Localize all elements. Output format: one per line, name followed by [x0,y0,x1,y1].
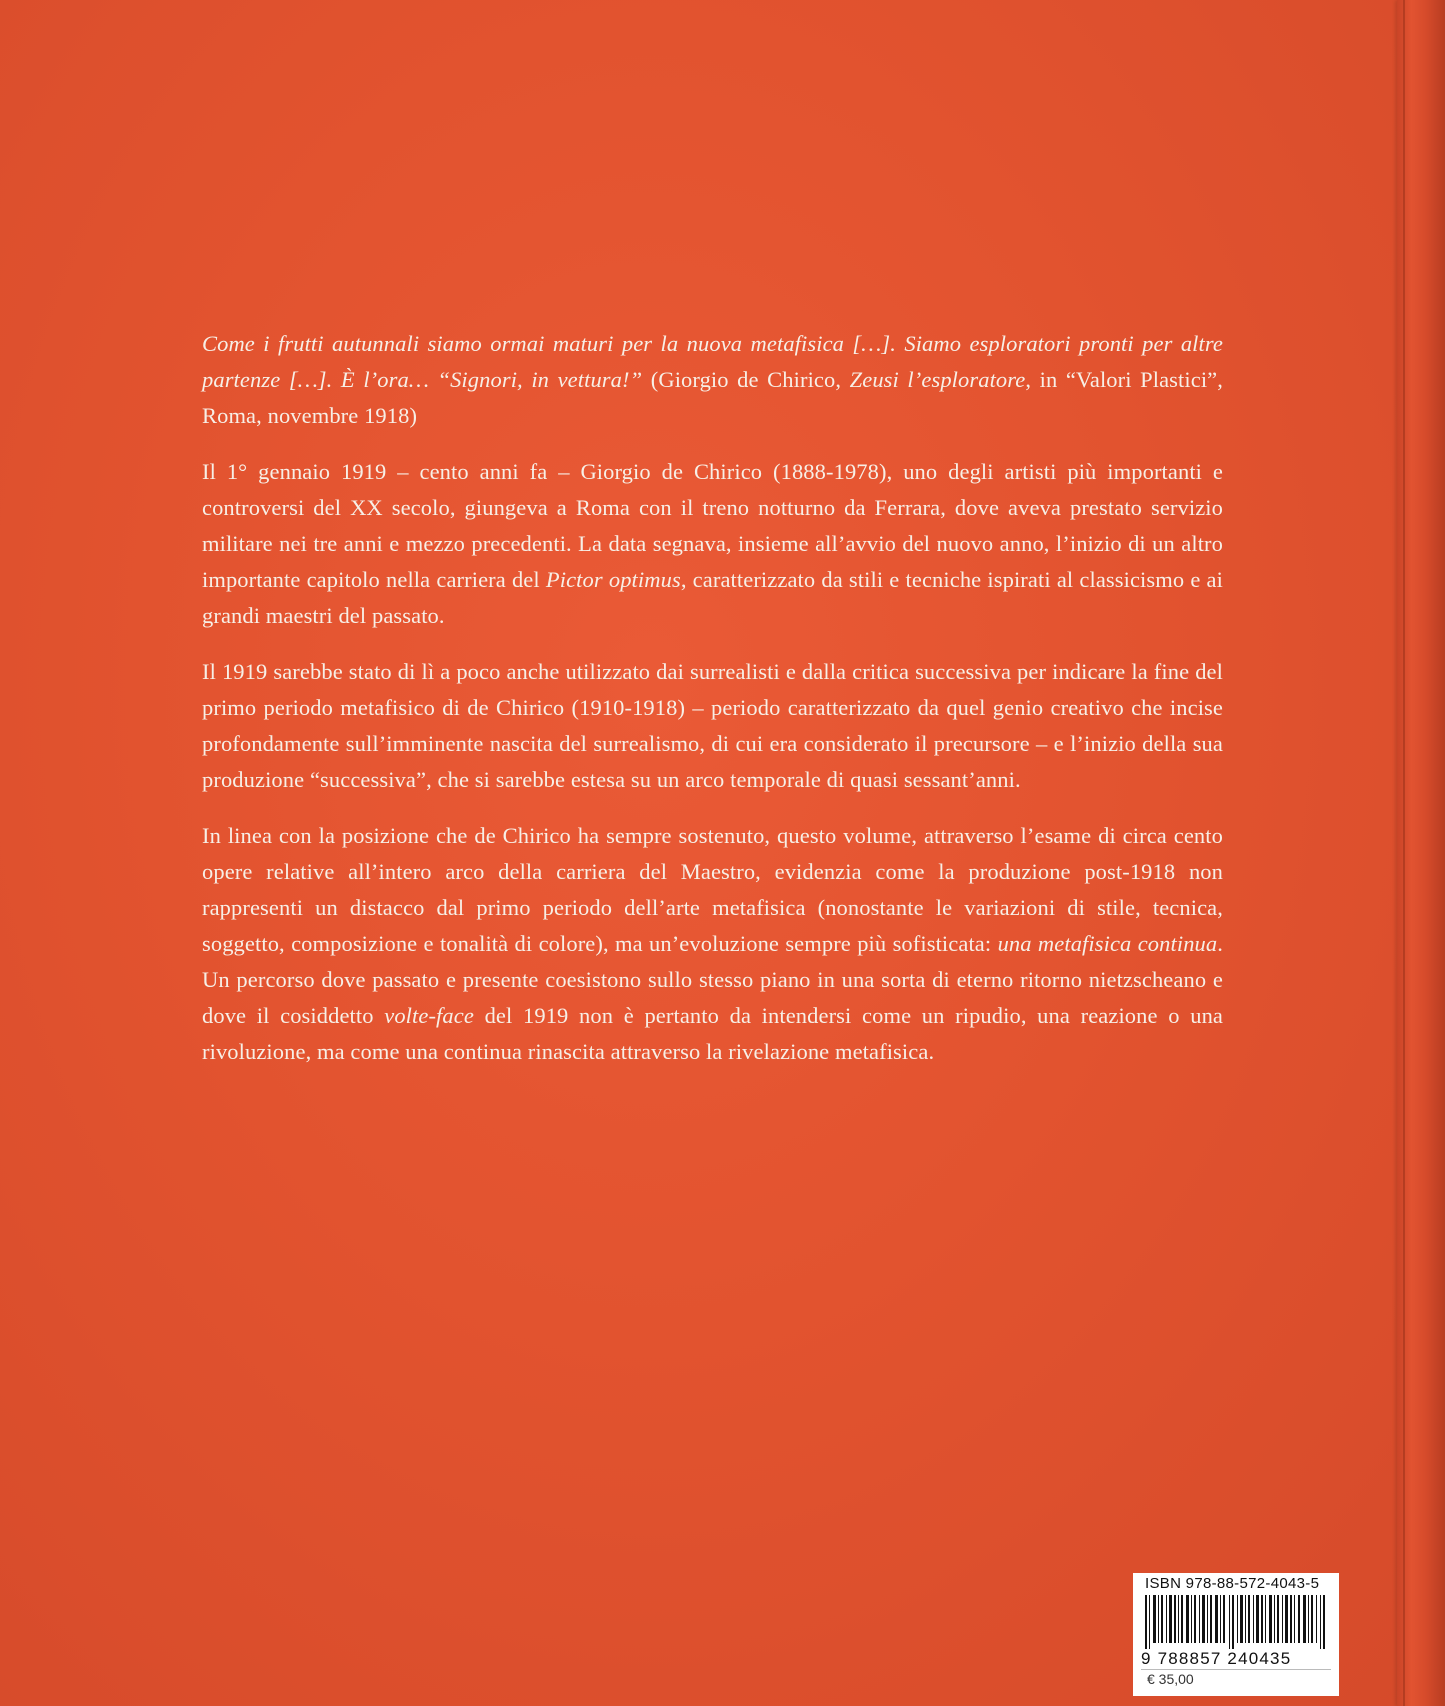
epigraph-work-title: Zeusi l’esploratore [849,367,1026,392]
volte-face-italic: volte-face [384,1003,474,1028]
metafisica-continua-italic: una metafisica continua [997,931,1218,956]
isbn-barcode-label [1133,1573,1339,1696]
epigraph-paragraph [202,326,1223,434]
price-divider [1141,1669,1331,1670]
epigraph-source: , in “Valori Plastici”, Roma, novembre 1918) [202,367,1223,428]
body-paragraph-2: Il 1919 sarebbe stato di lì a poco anche utilizzato dai surrealisti e dalla critica successiva per indicare la fine del primo periodo metafisico di de Chirico (1910-1918) – periodo caratterizzato da quel genio creativo che incise profondamente sull’imminente nascita del surrealismo, di cui era considerato il precursore – e l’inizio della sua produzione “successiva”, che si sarebbe estesa su un arco temporale di quasi sessant’anni. [202,659,1223,792]
spine-hinge-line [1403,0,1405,1706]
paragraph-3-text-a: In linea con la posizione che de Chirico ha sempre sostenuto, questo volume, attraverso l’esame di circa cento opere relative all’intero arco della carriera del Maestro, evidenzia come la produzione post-1918 non rappresenti un distacco dal primo periodo dell’arte metafisica (nonostante le variazioni di stile, tecnica, soggetto, composizione e tonalità di colore), ma un’evoluzione sempre più sofisticata: [202,823,1223,956]
pictor-optimus-italic: Pictor optimus [545,567,681,592]
blurb-text [202,326,1223,1090]
barcode-icon [1141,1595,1331,1649]
body-paragraph-1 [202,454,1223,634]
paragraph-1-text-a: Il 1° gennaio 1919 – cento anni fa – Giorgio de Chirico (1888-1978), uno degli artisti più importanti e controversi del XX secolo, giungeva a Roma con il treno notturno da Ferrara, dove aveva prestato servizio militare nei tre anni e mezzo precedenti. La data segnava, insieme all’avvio del nuovo anno, l’inizio di un altro importante capitolo nella carriera del [202,459,1223,592]
barcode-digits: 9 788857 240435 [1141,1649,1292,1668]
body-paragraph-3 [202,818,1223,1070]
isbn-number: ISBN 978-88-572-4043-5 [1145,1575,1320,1592]
epigraph-quote: Come i frutti autunnali siamo ormai maturi per la nuova metafisica […]. Siamo esploratori pronti per altre partenze […]. È l’ora… “Signori, in vettura!” [202,331,1223,392]
paragraph-3-text-b: . Un percorso dove passato e presente coesistono sullo stesso piano in una sorta di eterno ritorno nietzscheano e dove il cosiddetto [202,931,1223,1028]
price-label: € 35,00 [1147,1671,1194,1687]
paragraph-3-text-c: del 1919 non è pertanto da intendersi come un ripudio, una reazione o una rivoluzione, ma come una continua rinascita attraverso la rivelazione metafisica. [202,1003,1224,1064]
epigraph-attribution: (Giorgio de Chirico, [642,367,850,392]
paragraph-1-text-b: , caratterizzato da stili e tecniche ispirati al classicismo e ai grandi maestri del passato. [202,567,1224,628]
